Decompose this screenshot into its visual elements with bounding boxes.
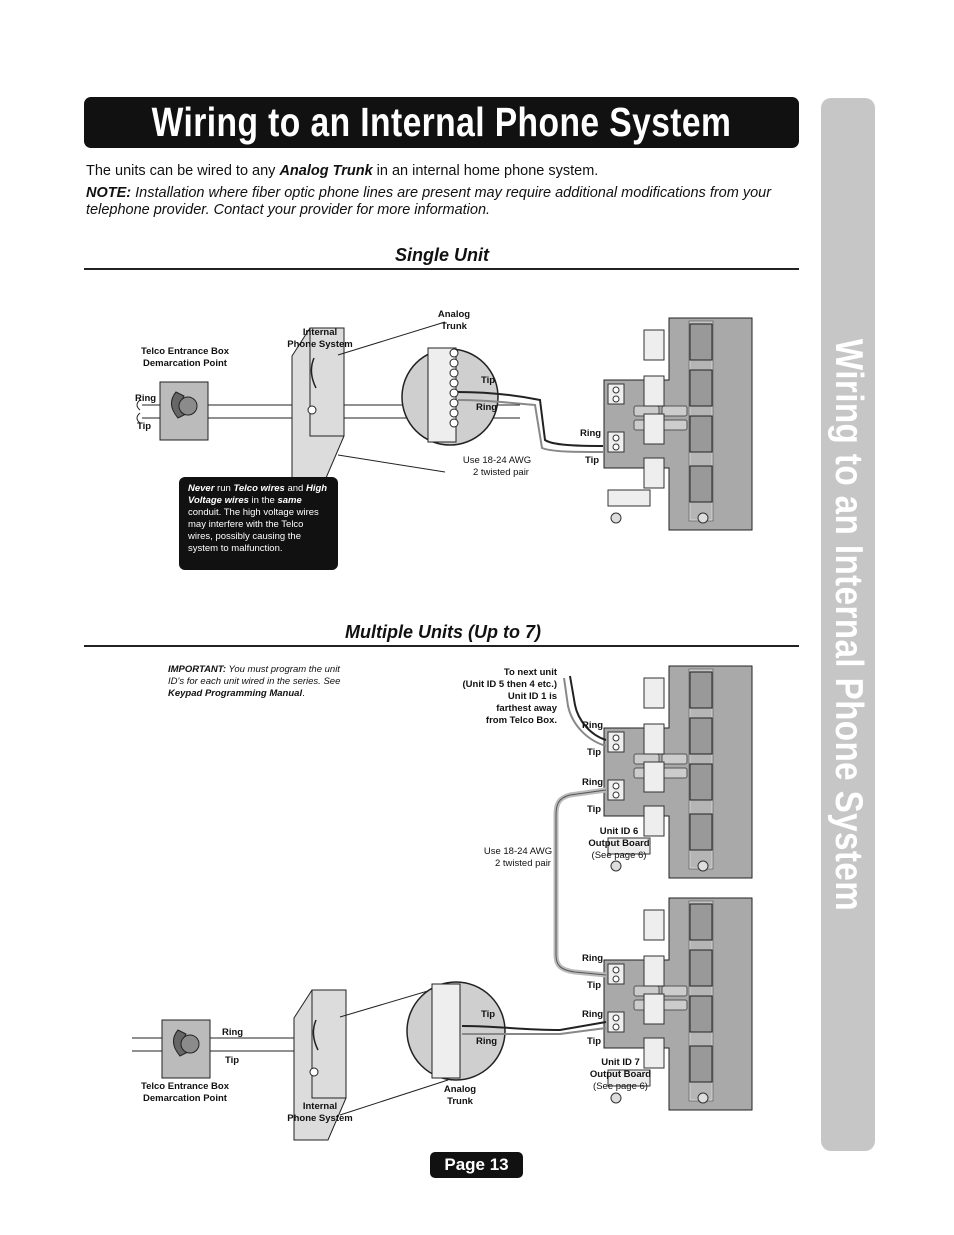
side-tab-label: Wiring to an Internal Phone System (827, 338, 870, 911)
u6-ring-1: Ring (582, 720, 604, 731)
multi-ring-left: Ring (222, 1027, 244, 1038)
multi-telco-box (132, 1020, 300, 1078)
u6-tip-2: Tip (587, 804, 602, 815)
warn-telco: Telco wires (233, 483, 285, 494)
single-unit-heading: Single Unit (395, 245, 489, 265)
warn-rest: conduit. The high voltage wires may interfere with the Telco wires, possibly causing the system to malfunction. (188, 507, 319, 554)
u7-tip-2: Tip (587, 1036, 602, 1047)
single-output-board (604, 318, 752, 530)
intro-pre: The units can be wired to any (86, 163, 280, 179)
unit6-label (585, 826, 653, 862)
multi-ring-trunk: Ring (476, 1036, 498, 1047)
multi-awg-1: Use 18-24 AWG (483, 846, 553, 857)
u7-ring-1: Ring (582, 953, 604, 964)
u6-ring-2: Ring (582, 777, 604, 788)
single-awg-2: 2 twisted pair (473, 467, 529, 478)
unit6-label-1: Unit ID 6 (599, 826, 639, 837)
important-label: IMPORTANT: (168, 664, 227, 675)
next-unit-3: Unit ID 1 is (507, 691, 557, 702)
single-awg-label (452, 455, 542, 479)
multi-analog-label (430, 1084, 490, 1108)
warn-run: run (214, 483, 234, 494)
unit7-see-page: (See page 6) (593, 1081, 648, 1092)
multiple-units-heading: Multiple Units (Up to 7) (345, 622, 541, 642)
u6-tip-1: Tip (587, 747, 602, 758)
single-awg-1: Use 18-24 AWG (462, 455, 532, 466)
unit7-label (583, 1057, 658, 1093)
warn-and: and (284, 483, 306, 494)
warn-same: same (277, 495, 302, 506)
note-label: NOTE: (86, 185, 132, 201)
single-ring-trunk: Ring (476, 402, 498, 413)
single-analog-label-1: Analog (437, 309, 471, 320)
multi-internal-label (270, 1101, 370, 1125)
u7-tip-1: Tip (587, 980, 602, 991)
next-unit-2: (Unit ID 5 then 4 etc.) (462, 679, 557, 690)
single-internal-label (270, 327, 370, 351)
warn-never: Never (188, 483, 215, 494)
note-text: Installation where fiber optic phone lines are present may require additional modifications from your telephone provider. Contact your provider for more information. (86, 185, 772, 218)
intro-em: Analog Trunk (279, 163, 373, 179)
important-end: . (302, 688, 305, 699)
single-telco-label-2: Demarcation Point (143, 358, 227, 369)
warn-high: High Voltage wires (188, 483, 328, 506)
warning-box (179, 477, 338, 570)
important-ref: Keypad Programming Manual (168, 688, 303, 699)
next-unit-5: from Telco Box. (485, 715, 557, 726)
multi-tip-left: Tip (225, 1055, 240, 1066)
important-text: You must program the unit ID's for each unit wired in the series. See (168, 664, 341, 687)
multi-telco-label-1: Telco Entrance Box (141, 1081, 229, 1092)
u7-ring-2: Ring (582, 1009, 604, 1020)
page-title: Wiring to an Internal Phone System (151, 99, 732, 145)
next-unit-1: To next unit (503, 667, 557, 678)
multi-tip-trunk: Tip (481, 1009, 496, 1020)
single-trunk-terminals (428, 348, 458, 442)
multi-awg-label (478, 846, 558, 870)
multi-internal-label-2: Phone System (287, 1113, 353, 1124)
single-internal-label-2: Phone System (287, 339, 353, 350)
unit7-label-2: Output Board (589, 1069, 652, 1080)
warn-in-the: in the (248, 495, 278, 506)
single-analog-label-2: Trunk (441, 321, 467, 332)
unit6-label-2: Output Board (588, 838, 650, 849)
single-tip-left: Tip (137, 421, 152, 432)
page-number: Page 13 (430, 1152, 523, 1178)
single-ring-left: Ring (135, 393, 157, 404)
single-telco-label (130, 346, 240, 370)
important-note (168, 664, 358, 700)
single-internal-label-1: Internal (302, 327, 338, 338)
single-telco-label-1: Telco Entrance Box (141, 346, 229, 357)
multi-awg-2: 2 twisted pair (495, 858, 551, 869)
next-unit-label (455, 667, 557, 727)
multi-internal-label-1: Internal (302, 1101, 338, 1112)
next-unit-4: farthest away (496, 703, 557, 714)
intro-post: in an internal home phone system. (372, 163, 599, 179)
single-tip-board: Tip (585, 455, 600, 466)
multi-analog-label-1: Analog (443, 1084, 477, 1095)
multi-telco-label (130, 1081, 240, 1105)
unit7-label-1: Unit ID 7 (601, 1057, 640, 1068)
single-tip-trunk: Tip (481, 375, 496, 386)
multi-analog-label-2: Trunk (447, 1096, 473, 1107)
multi-telco-label-2: Demarcation Point (143, 1093, 227, 1104)
unit6-see-page: (See page 6) (591, 850, 647, 861)
single-analog-label (424, 309, 484, 333)
single-ring-board: Ring (580, 428, 602, 439)
